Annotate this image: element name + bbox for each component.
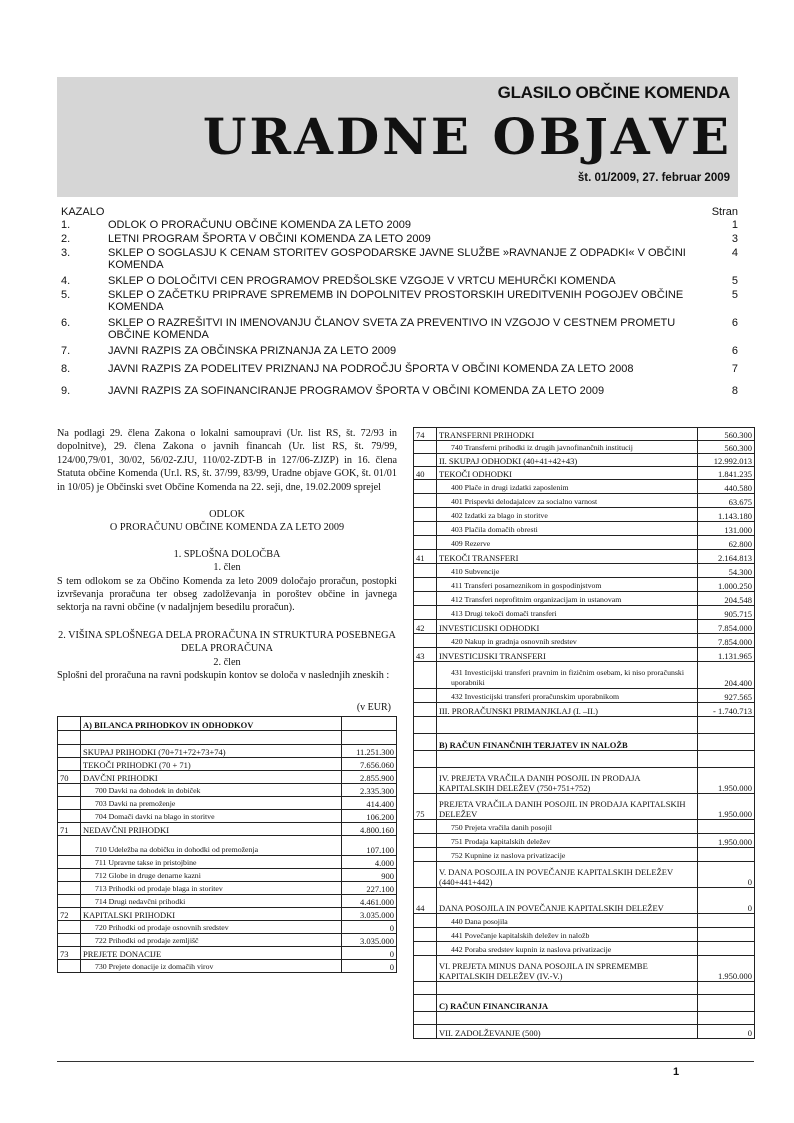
amount: 7.854.000 <box>698 634 755 648</box>
toc-item <box>57 317 738 345</box>
account-label: TEKOČI TRANSFERI <box>437 550 698 564</box>
account-code <box>414 634 437 648</box>
table-row <box>414 606 755 620</box>
table-row <box>414 441 755 454</box>
amount: 4.000 <box>342 855 397 868</box>
amount: 1.000.250 <box>698 578 755 592</box>
account-code: 74 <box>414 428 437 441</box>
account-label: 713 Prihodki od prodaje blaga in storitev <box>81 881 342 894</box>
amount: 1.950.000 <box>698 956 755 982</box>
account-code <box>58 716 81 730</box>
publication-name: GLASILO OBČINE KOMENDA <box>497 83 730 102</box>
budget-table-left <box>57 716 397 973</box>
amount <box>698 820 755 834</box>
account-code <box>414 703 437 717</box>
table-row <box>58 855 397 868</box>
toc-item-page: 3 <box>731 233 738 245</box>
footer-rule <box>57 1061 754 1062</box>
account-label: 711 Upravne takse in pristojbine <box>81 855 342 868</box>
toc-item-number: 5. <box>61 289 71 301</box>
account-label: 700 Davki na dohodek in dobiček <box>81 783 342 796</box>
decree-title: ODLOK <box>209 509 245 521</box>
toc-item-page: 6 <box>731 345 738 357</box>
table-row <box>414 794 755 820</box>
issue-info: št. 01/2009, 27. februar 2009 <box>577 172 730 184</box>
account-label <box>437 717 698 734</box>
table-row <box>414 982 755 995</box>
account-label: 704 Domači davki na blago in storitve <box>81 809 342 822</box>
account-code: 41 <box>414 550 437 564</box>
toc-item-title: SKLEP O ZAČETKU PRIPRAVE SPREMEMB IN DOPOLNITEV PROSTORSKIH UREDITVENIH POGOJEV OBČINE KOMENDA <box>108 289 684 313</box>
account-code <box>414 768 437 794</box>
amount: 900 <box>342 868 397 881</box>
account-code <box>414 1025 437 1039</box>
account-label: 442 Poraba sredstev kupnin iz naslova privatizacije <box>437 942 698 956</box>
amount: - 1.740.713 <box>698 703 755 717</box>
table-row <box>414 1025 755 1039</box>
table-row <box>414 1012 755 1025</box>
account-code <box>414 914 437 928</box>
table-row <box>414 703 755 717</box>
account-label: 703 Davki na premoženje <box>81 796 342 809</box>
toc-item-page: 7 <box>731 363 738 375</box>
amount: 1.950.000 <box>698 794 755 820</box>
amount: 0 <box>342 920 397 933</box>
toc-item-title: ODLOK O PRORAČUNU OBČINE KOMENDA ZA LETO 2009 <box>108 219 411 231</box>
toc-item-number: 2. <box>61 233 71 245</box>
account-code <box>58 881 81 894</box>
account-label: 730 Prejete donacije iz domačih virov <box>81 959 342 972</box>
account-label: INVESTICIJSKI TRANSFERI <box>437 648 698 662</box>
toc-header <box>57 205 738 219</box>
account-code <box>58 757 81 770</box>
account-code: 70 <box>58 770 81 783</box>
toc-item-title: LETNI PROGRAM ŠPORTA V OBČINI KOMENDA ZA LETO 2009 <box>108 233 431 245</box>
table-row <box>414 689 755 703</box>
table-row <box>58 933 397 946</box>
account-code: 44 <box>414 888 437 914</box>
account-code <box>414 862 437 888</box>
table-row <box>414 648 755 662</box>
table-row <box>414 888 755 914</box>
toc-item-title: SKLEP O RAZREŠITVI IN IMENOVANJU ČLANOV SVETA ZA PREVENTIVO IN VZGOJO V CESTNEM PROMETU OBČINE KOMENDA <box>108 317 676 341</box>
account-label: 413 Drugi tekoči domači transferi <box>437 606 698 620</box>
amount <box>698 914 755 928</box>
table-row <box>414 848 755 862</box>
account-code <box>414 689 437 703</box>
amount: 204.400 <box>698 662 755 689</box>
amount: 12.992.013 <box>698 454 755 467</box>
account-code <box>58 809 81 822</box>
account-code <box>414 928 437 942</box>
account-label: 400 Plače in drugi izdatki zaposlenim <box>437 480 698 494</box>
amount: 1.950.000 <box>698 834 755 848</box>
table-row <box>414 592 755 606</box>
account-code <box>58 835 81 855</box>
account-code <box>414 480 437 494</box>
article-1: 1. člen <box>213 562 241 574</box>
table-row <box>414 454 755 467</box>
account-code <box>414 662 437 689</box>
account-code: 42 <box>414 620 437 634</box>
table-row <box>58 796 397 809</box>
amount: 905.715 <box>698 606 755 620</box>
account-label: 751 Prodaja kapitalskih deležev <box>437 834 698 848</box>
table-row <box>414 862 755 888</box>
toc-item <box>57 363 738 385</box>
account-label: 722 Prihodki od prodaje zemljišč <box>81 933 342 946</box>
toc-item-page: 8 <box>731 385 738 397</box>
account-label: TRANSFERNI PRIHODKI <box>437 428 698 441</box>
account-label: TEKOČI ODHODKI <box>437 467 698 480</box>
table-row <box>58 881 397 894</box>
amount: 1.131.965 <box>698 648 755 662</box>
account-label: KAPITALSKI PRIHODKI <box>81 907 342 920</box>
table-row <box>58 716 397 730</box>
account-code <box>58 796 81 809</box>
account-label: TEKOČI PRIHODKI (70 + 71) <box>81 757 342 770</box>
account-code <box>414 942 437 956</box>
amount: 204.548 <box>698 592 755 606</box>
toc-item-title: JAVNI RAZPIS ZA SOFINANCIRANJE PROGRAMOV ŠPORTA V OBČINI KOMENDA ZA LETO 2009 <box>108 385 605 397</box>
section-2-title: 2. VIŠINA SPLOŠNEGA DELA PRORAČUNA IN STRUKTURA POSEBNEGA DELA PRORAČUNA <box>58 629 396 655</box>
table-row <box>414 914 755 928</box>
table-row <box>58 783 397 796</box>
article-2-text: Splošni del proračuna na ravni podskupin kontov se določa v naslednjih zneskih : <box>57 670 390 682</box>
amount <box>342 730 397 744</box>
table-row <box>414 834 755 848</box>
toc-item-page: 5 <box>731 275 738 287</box>
masthead <box>57 77 738 197</box>
masthead-title: URADNE OBJAVE <box>202 107 732 166</box>
amount: 0 <box>698 862 755 888</box>
article-1-text: S tem odlokom se za Občino Komenda za leto 2009 določajo proračun, postopki izvrševanja proračuna ter obseg zadolževanja in poroštev občine in javnega sektorja na ravni občine (v nadaljnjem besedilu proračun). <box>57 575 397 614</box>
amount: 0 <box>342 946 397 959</box>
amount: 560.300 <box>698 428 755 441</box>
account-code <box>414 717 437 734</box>
amount: 1.841.235 <box>698 467 755 480</box>
table-row <box>414 564 755 578</box>
toc-item <box>57 247 738 275</box>
table-row <box>414 428 755 441</box>
account-label: 420 Nakup in gradnja osnovnih sredstev <box>437 634 698 648</box>
account-label: 720 Prihodki od prodaje osnovnih sredstev <box>81 920 342 933</box>
account-code: 71 <box>58 822 81 835</box>
account-label: II. SKUPAJ ODHODKI (40+41+42+43) <box>437 454 698 467</box>
toc-item-title: JAVNI RAZPIS ZA PODELITEV PRIZNANJ NA PODROČJU ŠPORTA V OBČINI KOMENDA ZA LETO 2008 <box>108 363 634 375</box>
account-label: C) RAČUN FINANCIRANJA <box>437 995 698 1012</box>
decree-subtitle: O PRORAČUNU OBČINE KOMENDA ZA LETO 2009 <box>109 522 345 534</box>
table-row <box>414 820 755 834</box>
account-code <box>414 536 437 550</box>
account-code <box>414 592 437 606</box>
account-code <box>414 820 437 834</box>
amount <box>698 734 755 751</box>
account-label: 710 Udeležba na dobičku in dohodki od premoženja <box>81 835 342 855</box>
account-code <box>414 522 437 536</box>
right-column <box>413 427 755 1039</box>
amount: 7.854.000 <box>698 620 755 634</box>
account-label: VII. ZADOLŽEVANJE (500) <box>437 1025 698 1039</box>
toc-item-number: 3. <box>61 247 71 259</box>
table-row <box>414 734 755 751</box>
amount: 54.300 <box>698 564 755 578</box>
account-code <box>58 933 81 946</box>
amount: 227.100 <box>342 881 397 894</box>
account-label: 714 Drugi nedavčni prihodki <box>81 894 342 907</box>
amount <box>698 717 755 734</box>
table-row <box>58 757 397 770</box>
amount: 1.143.180 <box>698 508 755 522</box>
account-label: B) RAČUN FINANČNIH TERJATEV IN NALOŽB <box>437 734 698 751</box>
toc-item-number: 4. <box>61 275 71 287</box>
amount: 63.675 <box>698 494 755 508</box>
account-label <box>437 1012 698 1025</box>
account-code <box>58 894 81 907</box>
table-of-contents <box>57 205 738 403</box>
account-code <box>414 734 437 751</box>
amount: 4.800.160 <box>342 822 397 835</box>
account-label <box>437 982 698 995</box>
table-row <box>58 920 397 933</box>
table-row <box>414 995 755 1012</box>
account-code <box>414 751 437 768</box>
table-row <box>58 946 397 959</box>
table-row <box>58 744 397 757</box>
amount <box>698 751 755 768</box>
toc-item-title: SKLEP O SOGLASJU K CENAM STORITEV GOSPODARSKE JAVNE SLUŽBE »RAVNANJE Z ODPADKI« V OBČINI KOMENDA <box>108 247 686 271</box>
account-label <box>437 751 698 768</box>
account-label: NEDAVČNI PRIHODKI <box>81 822 342 835</box>
account-label: 441 Povečanje kapitalskih deležev in naložb <box>437 928 698 942</box>
amount: 2.164.813 <box>698 550 755 564</box>
table-row <box>414 662 755 689</box>
page-number: 1 <box>673 1066 680 1078</box>
account-label: 712 Globe in druge denarne kazni <box>81 868 342 881</box>
table-row <box>414 522 755 536</box>
account-label: 412 Transferi neprofitnim organizacijam in ustanovam <box>437 592 698 606</box>
amount: 560.300 <box>698 441 755 454</box>
amount: 0 <box>698 888 755 914</box>
table-row <box>414 620 755 634</box>
amount <box>698 995 755 1012</box>
amount: 3.035.000 <box>342 907 397 920</box>
account-label: SKUPAJ PRIHODKI (70+71+72+73+74) <box>81 744 342 757</box>
toc-item <box>57 345 738 363</box>
account-code <box>414 834 437 848</box>
account-code: 40 <box>414 467 437 480</box>
toc-item-page: 1 <box>731 219 738 231</box>
account-code <box>414 578 437 592</box>
amount: 7.656.060 <box>342 757 397 770</box>
amount: 2.855.900 <box>342 770 397 783</box>
account-code <box>58 959 81 972</box>
table-row <box>58 907 397 920</box>
account-label: IV. PREJETA VRAČILA DANIH POSOJIL IN PRODAJA KAPITALSKIH DELEŽEV (750+751+752) <box>437 768 698 794</box>
account-code: 72 <box>58 907 81 920</box>
table-row <box>58 770 397 783</box>
account-label: 740 Transferni prihodki iz drugih javnofinančnih institucij <box>437 441 698 454</box>
account-label: 440 Dana posojila <box>437 914 698 928</box>
table-row <box>414 536 755 550</box>
table-row <box>414 928 755 942</box>
toc-item <box>57 289 738 317</box>
table-row <box>58 835 397 855</box>
account-code <box>58 744 81 757</box>
table-row <box>58 959 397 972</box>
table-row <box>58 809 397 822</box>
account-code <box>414 848 437 862</box>
account-label: 402 Izdatki za blago in storitve <box>437 508 698 522</box>
toc-item-page: 6 <box>731 317 738 329</box>
intro-paragraph: Na podlagi 29. člena Zakona o lokalni samoupravi (Ur. list RS, št. 72/93 in dopolnitve), 29. člena Zakona o javnih financah (Ur. list RS, št. 79/99, 124/00,79/01, 30/02, 56/02-ZJU, 110/02-ZDT-B in 127/06-ZJZP) in 16. člena Statuta občine Komenda (Ur.l. RS, št. 37/99, 83/99, Uradne objave GOK, št. 01/01 in 10/05) je Občinski svet Občine Komenda na 22. seji, dne, 19.02.2009 sprejel <box>57 428 397 493</box>
account-label: VI. PREJETA MINUS DANA POSOJILA IN SPREMEMBE KAPITALSKIH DELEŽEV (IV.-V.) <box>437 956 698 982</box>
table-row <box>414 634 755 648</box>
table-row <box>58 868 397 881</box>
toc-item-number: 8. <box>61 363 71 375</box>
toc-page-heading: Stran <box>711 206 738 218</box>
amount: 106.200 <box>342 809 397 822</box>
amount: 440.580 <box>698 480 755 494</box>
account-label: 431 Investicijski transferi pravnim in fizičnim osebam, ki niso proračunski uporabniki <box>437 662 698 689</box>
account-label: 410 Subvencije <box>437 564 698 578</box>
toc-item-title: JAVNI RAZPIS ZA OBČINSKA PRIZNANJA ZA LETO 2009 <box>108 345 397 357</box>
toc-item-title: SKLEP O DOLOČITVI CEN PROGRAMOV PREDŠOLSKE VZGOJE V VRTCU MEHURČKI KOMENDA <box>108 275 616 287</box>
account-code <box>58 783 81 796</box>
account-label: A) BILANCA PRIHODKOV IN ODHODKOV <box>81 716 342 730</box>
account-label: 752 Kupnine iz naslova privatizacije <box>437 848 698 862</box>
amount: 2.335.300 <box>342 783 397 796</box>
toc-item <box>57 219 738 233</box>
table-row <box>414 942 755 956</box>
account-label: 409 Rezerve <box>437 536 698 550</box>
table-row <box>58 822 397 835</box>
account-code <box>414 995 437 1012</box>
account-label: 750 Prejeta vračila danih posojil <box>437 820 698 834</box>
table-row <box>414 578 755 592</box>
table-row <box>58 894 397 907</box>
table-row <box>414 494 755 508</box>
account-code <box>58 920 81 933</box>
table-row <box>414 508 755 522</box>
account-code: 73 <box>58 946 81 959</box>
unit-label: (v EUR) <box>356 701 391 713</box>
account-code <box>414 508 437 522</box>
toc-heading: KAZALO <box>61 206 105 218</box>
amount <box>698 1012 755 1025</box>
amount: 4.461.000 <box>342 894 397 907</box>
toc-list <box>57 219 738 403</box>
table-row <box>414 480 755 494</box>
account-code <box>58 868 81 881</box>
account-code <box>58 855 81 868</box>
amount: 0 <box>342 959 397 972</box>
amount <box>698 982 755 995</box>
amount: 1.950.000 <box>698 768 755 794</box>
toc-item-number: 9. <box>61 385 71 397</box>
amount: 107.100 <box>342 835 397 855</box>
amount: 414.400 <box>342 796 397 809</box>
amount: 131.000 <box>698 522 755 536</box>
toc-item-number: 6. <box>61 317 71 329</box>
account-code: 75 <box>414 794 437 820</box>
account-code <box>414 494 437 508</box>
account-code <box>414 956 437 982</box>
toc-item-page: 5 <box>731 289 738 301</box>
account-code <box>414 564 437 578</box>
account-label: PREJETE DONACIJE <box>81 946 342 959</box>
table-row <box>414 751 755 768</box>
account-code <box>414 454 437 467</box>
toc-item-number: 1. <box>61 219 71 231</box>
table-row <box>414 717 755 734</box>
account-label: DANA POSOJILA IN POVEČANJE KAPITALSKIH DELEŽEV <box>437 888 698 914</box>
account-code <box>414 1012 437 1025</box>
amount <box>698 848 755 862</box>
amount <box>342 716 397 730</box>
toc-item <box>57 275 738 289</box>
account-label <box>81 730 342 744</box>
account-code <box>414 441 437 454</box>
account-label: INVESTICIJSKI ODHODKI <box>437 620 698 634</box>
toc-item-page: 4 <box>731 247 738 259</box>
section-1-title: 1. SPLOŠNA DOLOČBA <box>173 548 281 560</box>
account-label: 411 Transferi posameznikom in gospodinjstvom <box>437 578 698 592</box>
amount: 3.035.000 <box>342 933 397 946</box>
table-row <box>414 550 755 564</box>
amount: 927.565 <box>698 689 755 703</box>
toc-item <box>57 233 738 247</box>
table-row <box>414 768 755 794</box>
amount <box>698 942 755 956</box>
account-code <box>414 982 437 995</box>
amount: 0 <box>698 1025 755 1039</box>
account-label: 432 Investicijski transferi proračunskim uporabnikom <box>437 689 698 703</box>
account-code <box>414 606 437 620</box>
account-code: 43 <box>414 648 437 662</box>
account-code <box>58 730 81 744</box>
toc-item <box>57 385 738 403</box>
table-row <box>58 730 397 744</box>
table-row <box>414 956 755 982</box>
account-label: PREJETA VRAČILA DANIH POSOJIL IN PRODAJA KAPITALSKIH DELEŽEV <box>437 794 698 820</box>
amount <box>698 928 755 942</box>
account-label: III. PRORAČUNSKI PRIMANJKLAJ (I. –II.) <box>437 703 698 717</box>
left-column <box>57 427 397 973</box>
budget-table-right <box>413 427 755 1039</box>
amount: 62.800 <box>698 536 755 550</box>
article-2: 2. člen <box>213 656 241 668</box>
account-label: V. DANA POSOJILA IN POVEČANJE KAPITALSKIH DELEŽEV (440+441+442) <box>437 862 698 888</box>
account-label: DAVČNI PRIHODKI <box>81 770 342 783</box>
table-row <box>414 467 755 480</box>
amount: 11.251.300 <box>342 744 397 757</box>
account-label: 401 Prispevki delodajalcev za socialno varnost <box>437 494 698 508</box>
account-label: 403 Plačila domačih obresti <box>437 522 698 536</box>
toc-item-number: 7. <box>61 345 71 357</box>
